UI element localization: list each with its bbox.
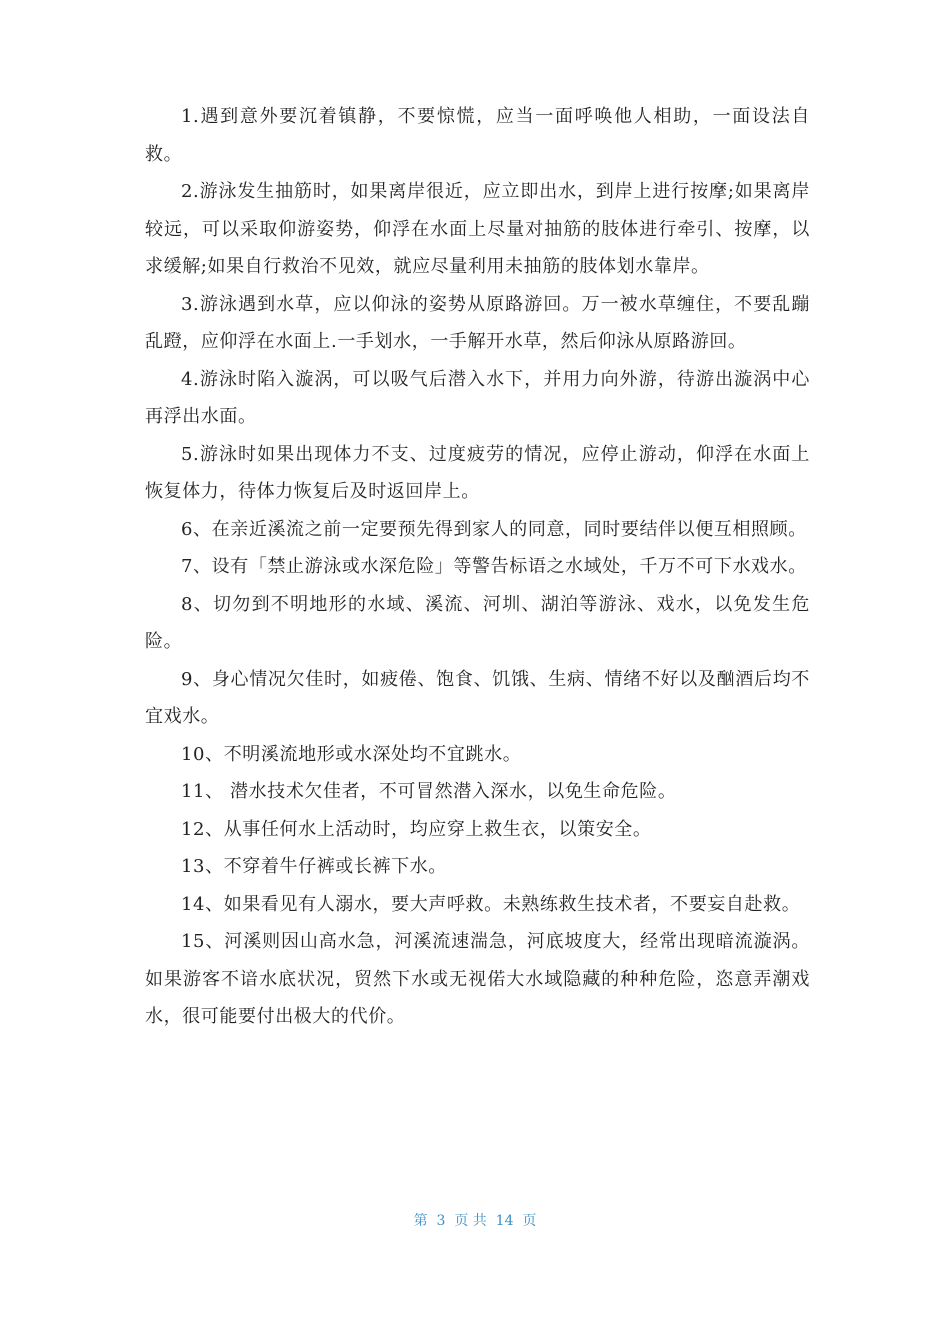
paragraph-13: 13、不穿着牛仔裤或长裤下水。 <box>181 856 447 877</box>
paragraph-14: 14、如果看见有人溺水，要大声呼救。未熟练救生技术者，不要妄自赴救。 <box>181 893 801 915</box>
paragraph-10: 10、不明溪流地形或水深处均不宜跳水。 <box>181 743 522 765</box>
paragraph-15: 15、河溪则因山高水急，河溪流速湍急，河底坡度大，经常出现暗流漩涡。如果游客不谙水底状况，贸然下水或无视偌大水域隐藏的种种危险，恣意弄潮戏水，很可能要付出极大的代价。 <box>145 931 810 1027</box>
paragraph-12: 12、从事任何水上活动时，均应穿上救生衣，以策安全。 <box>181 818 652 840</box>
page-number-footer: 第 3 页 共 14 页 <box>413 1213 537 1229</box>
paragraph-7: 7、设有「禁止游泳或水深危险」等警告标语之水域处，千万不可下水戏水。 <box>181 556 807 577</box>
document-body <box>145 98 810 1036</box>
paragraph-6: 6、在亲近溪流之前一定要预先得到家人的同意，同时要结伴以便互相照顾。 <box>181 518 807 540</box>
paragraph-8: 8、切勿到不明地形的水域、溪流、河圳、湖泊等游泳、戏水，以免发生危险。 <box>145 593 810 652</box>
paragraph-2: 2.游泳发生抽筋时，如果离岸很近，应立即出水，到岸上进行按摩;如果离岸较远，可以采取仰游姿势，仰浮在水面上尽量对抽筋的肢体进行牵引、按摩，以求缓解;如果自行救治不见效，就应尽量利用未抽筋的肢体划水靠岸。 <box>145 181 810 277</box>
paragraph-4: 4.游泳时陷入漩涡，可以吸气后潜入水下，并用力向外游，待游出漩涡中心再浮出水面。 <box>145 368 810 427</box>
paragraph-9: 9、身心情况欠佳时，如疲倦、饱食、饥饿、生病、情绪不好以及酗酒后均不宜戏水。 <box>145 668 810 727</box>
paragraph-5: 5.游泳时如果出现体力不支、过度疲劳的情况，应停止游动，仰浮在水面上恢复体力，待体力恢复后及时返回岸上。 <box>145 443 810 502</box>
paragraph-11: 11、 潜水技术欠佳者，不可冒然潜入深水，以免生命危险。 <box>181 781 677 802</box>
paragraph-1: 1.遇到意外要沉着镇静，不要惊慌，应当一面呼唤他人相助，一面设法自救。 <box>145 106 810 165</box>
paragraph-3: 3.游泳遇到水草，应以仰泳的姿势从原路游回。万一被水草缠住，不要乱蹦乱蹬，应仰浮在水面上.一手划水，一手解开水草，然后仰泳从原路游回。 <box>145 293 810 352</box>
